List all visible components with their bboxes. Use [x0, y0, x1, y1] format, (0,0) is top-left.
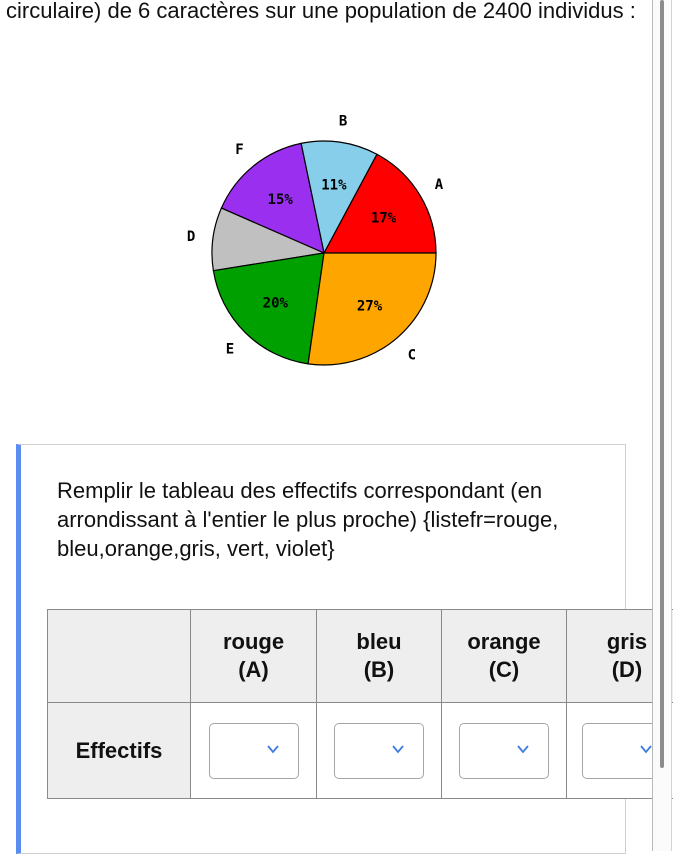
select-rouge[interactable]: [209, 723, 299, 779]
select-bleu[interactable]: [334, 723, 424, 779]
header-gris: gris (D): [567, 610, 673, 703]
pie-letter-label-f: F: [235, 142, 243, 158]
cell-rouge: [191, 703, 317, 799]
header-rouge: rouge (A): [191, 610, 317, 703]
scrollbar-thumb[interactable]: [660, 0, 664, 768]
cell-bleu: [317, 703, 442, 799]
chevron-down-icon: [266, 742, 280, 756]
pie-percent-label-a: 17%: [371, 210, 397, 226]
table-header-row: [48, 610, 673, 703]
pie-letter-label-e: E: [226, 342, 234, 358]
chevron-down-icon: [516, 742, 530, 756]
chevron-down-icon: [391, 742, 405, 756]
effectifs-table: [47, 609, 673, 799]
pie-letter-label-c: C: [408, 347, 416, 363]
pie-letter-label-b: B: [339, 113, 347, 129]
pie-chart: [150, 108, 470, 388]
pie-percent-label-f: 15%: [268, 192, 294, 208]
pie-letter-label-d: D: [187, 229, 195, 245]
header-bleu: bleu (B): [317, 610, 442, 703]
cell-orange: [442, 703, 567, 799]
pie-percent-label-c: 27%: [357, 299, 383, 315]
pie-percent-label-b: 11%: [321, 177, 347, 193]
header-empty-cell: [48, 610, 191, 703]
select-orange[interactable]: [459, 723, 549, 779]
header-orange: orange (C): [442, 610, 567, 703]
table-row-effectifs: [48, 703, 673, 799]
question-text: Remplir le tableau des effectifs correspondant (en arrondissant à l'entier le plus proche) {listefr=rouge, bleu,orange,gris, vert, violet}: [57, 476, 597, 563]
pie-letter-label-a: A: [435, 177, 444, 193]
intro-text: circulaire) de 6 caractères sur une population de 2400 individus :: [6, 0, 646, 28]
row-label-effectifs: Effectifs: [48, 703, 191, 799]
chevron-down-icon: [639, 742, 653, 756]
pie-percent-label-e: 20%: [263, 296, 289, 312]
